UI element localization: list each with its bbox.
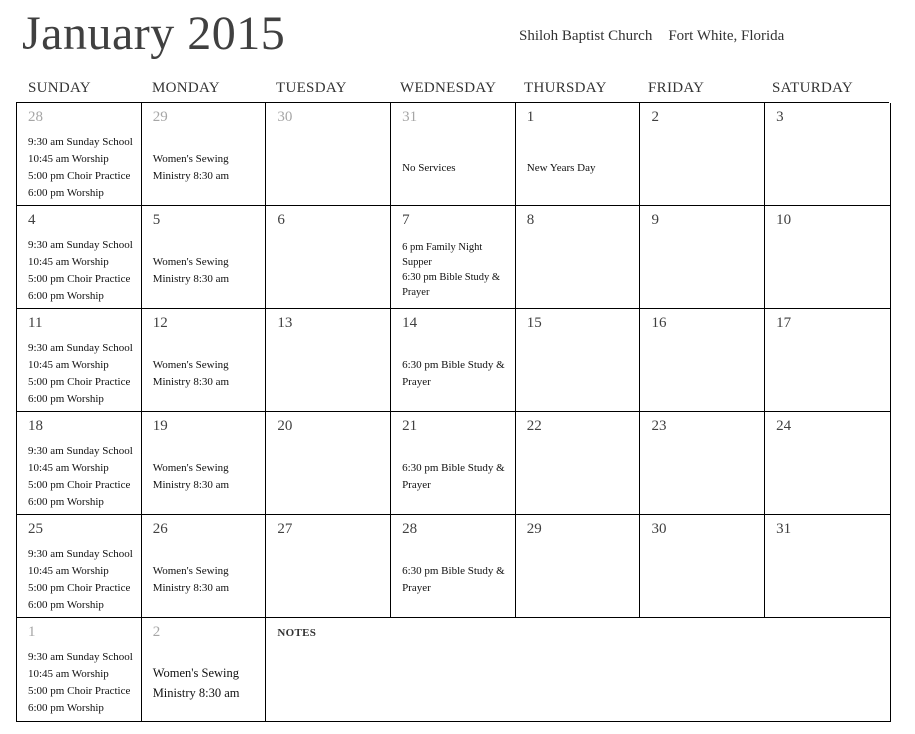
day-number: 4 xyxy=(28,212,36,228)
event-list xyxy=(28,546,133,614)
day-number: 15 xyxy=(526,315,542,331)
event-item: Women's Sewing xyxy=(152,359,229,371)
day-number: 31 xyxy=(776,521,792,537)
day-number: 12 xyxy=(152,315,168,331)
day-number: 6 xyxy=(277,212,285,228)
day-number: 28 xyxy=(28,109,43,125)
day-cell[interactable] xyxy=(266,309,391,411)
day-cell[interactable] xyxy=(765,309,890,411)
day-cell[interactable] xyxy=(17,103,142,205)
day-number: 24 xyxy=(776,418,792,434)
day-cell[interactable] xyxy=(640,309,765,411)
event-list xyxy=(153,254,229,288)
event-item: Ministry 8:30 am xyxy=(152,170,230,182)
event-list xyxy=(28,443,133,511)
event-item: Ministry 8:30 am xyxy=(152,686,240,700)
day-cell[interactable] xyxy=(142,103,267,205)
event-item: 9:30 am Sunday School xyxy=(28,651,133,663)
week-row xyxy=(17,618,890,722)
day-number: 16 xyxy=(651,315,667,331)
day-cell[interactable] xyxy=(17,618,142,721)
day-number: 11 xyxy=(28,315,43,331)
event-item: 6:00 pm Worship xyxy=(28,187,104,199)
day-cell[interactable] xyxy=(17,515,142,617)
event-item: 5:00 pm Choir Practice xyxy=(28,479,131,491)
event-item: Women's Sewing xyxy=(152,153,229,165)
event-list xyxy=(153,663,240,703)
week-row xyxy=(17,103,890,206)
day-number: 29 xyxy=(526,521,542,537)
day-cell[interactable] xyxy=(266,103,391,205)
event-item: Prayer xyxy=(402,287,430,298)
event-item: 9:30 am Sunday School xyxy=(28,136,133,148)
event-list xyxy=(402,563,505,597)
church-info xyxy=(519,28,784,45)
day-number: 22 xyxy=(526,418,542,434)
event-item: 6 pm Family Night xyxy=(402,242,483,253)
week-row xyxy=(17,206,890,309)
event-list xyxy=(402,357,505,391)
event-item: 6:30 pm Bible Study & xyxy=(402,565,505,577)
event-list xyxy=(402,240,500,300)
event-item: Women's Sewing xyxy=(152,256,229,268)
day-number: 10 xyxy=(776,212,792,228)
day-cell[interactable] xyxy=(391,515,516,617)
week-row xyxy=(17,515,890,618)
event-item: 5:00 pm Choir Practice xyxy=(28,582,131,594)
event-item: Women's Sewing xyxy=(152,565,229,577)
event-item: 6:30 pm Bible Study & xyxy=(402,359,505,371)
day-cell[interactable] xyxy=(391,309,516,411)
day-number: 30 xyxy=(277,109,293,125)
event-item: New Years Day xyxy=(526,162,596,174)
dow-friday: FRIDAY xyxy=(648,80,705,96)
day-cell[interactable] xyxy=(142,206,267,308)
day-cell[interactable] xyxy=(142,618,267,721)
event-list xyxy=(28,237,133,305)
dow-monday: MONDAY xyxy=(152,80,220,96)
day-cell[interactable] xyxy=(266,515,391,617)
event-item: 5:00 pm Choir Practice xyxy=(28,685,131,697)
day-number: 1 xyxy=(28,624,36,640)
event-item: 6:00 pm Worship xyxy=(28,496,104,508)
day-number: 27 xyxy=(277,521,293,537)
dow-wednesday: WEDNESDAY xyxy=(400,80,497,96)
event-item: 10:45 am Worship xyxy=(28,462,109,474)
event-item: Women's Sewing xyxy=(152,666,239,680)
event-item: No Services xyxy=(402,162,456,174)
event-list xyxy=(153,357,229,391)
event-item: 10:45 am Worship xyxy=(28,153,109,165)
day-number: 29 xyxy=(152,109,168,125)
event-item: 10:45 am Worship xyxy=(28,668,109,680)
event-item: Ministry 8:30 am xyxy=(152,582,230,594)
day-cell[interactable] xyxy=(640,103,765,205)
event-item: Ministry 8:30 am xyxy=(152,273,230,285)
day-number: 2 xyxy=(152,624,161,640)
notes-area[interactable] xyxy=(266,618,890,721)
day-number: 20 xyxy=(277,418,293,434)
event-list xyxy=(28,134,133,202)
dow-saturday: SATURDAY xyxy=(772,80,854,96)
dow-tuesday: TUESDAY xyxy=(276,80,347,96)
day-cell[interactable] xyxy=(516,206,641,308)
dow-sunday: SUNDAY xyxy=(28,80,91,96)
day-cell[interactable] xyxy=(516,412,641,514)
day-number: 2 xyxy=(651,109,659,125)
event-item: Women's Sewing xyxy=(152,462,229,474)
day-cell[interactable] xyxy=(266,412,391,514)
day-cell[interactable] xyxy=(142,412,267,514)
day-cell[interactable] xyxy=(765,412,890,514)
day-cell[interactable] xyxy=(640,515,765,617)
day-number: 18 xyxy=(28,418,43,434)
day-cell[interactable] xyxy=(765,103,890,205)
day-number: 1 xyxy=(526,109,535,125)
day-cell[interactable] xyxy=(516,515,641,617)
day-cell[interactable] xyxy=(17,309,142,411)
church-name: Shiloh Baptist Church xyxy=(519,28,653,44)
dow-thursday: THURSDAY xyxy=(524,80,607,96)
event-item: 9:30 am Sunday School xyxy=(28,342,133,354)
day-cell[interactable] xyxy=(765,515,890,617)
day-number: 21 xyxy=(402,418,418,434)
event-item: 6:00 pm Worship xyxy=(28,290,104,302)
event-item: 6:00 pm Worship xyxy=(28,702,104,714)
day-cell[interactable] xyxy=(640,412,765,514)
day-number: 3 xyxy=(776,109,784,125)
day-cell[interactable] xyxy=(516,103,641,205)
week-row xyxy=(17,412,890,515)
day-cell[interactable] xyxy=(266,206,391,308)
event-item: Prayer xyxy=(402,479,431,491)
event-item: Ministry 8:30 am xyxy=(152,376,230,388)
event-item: Supper xyxy=(402,257,432,268)
event-item: 6:00 pm Worship xyxy=(28,599,104,611)
day-number: 7 xyxy=(402,212,410,228)
church-location: Fort White, Florida xyxy=(668,28,785,44)
event-item: 10:45 am Worship xyxy=(28,256,109,268)
day-number: 26 xyxy=(152,521,168,537)
day-number: 9 xyxy=(651,212,659,228)
week-row xyxy=(17,309,890,412)
event-item: 6:30 pm Bible Study & xyxy=(402,272,501,283)
day-number: 23 xyxy=(651,418,667,434)
event-list xyxy=(28,649,133,717)
event-item: 10:45 am Worship xyxy=(28,565,109,577)
day-number: 28 xyxy=(402,521,418,537)
event-item: 10:45 am Worship xyxy=(28,359,109,371)
calendar-grid xyxy=(16,103,891,722)
day-number: 8 xyxy=(526,212,535,228)
day-cell[interactable] xyxy=(391,103,516,205)
event-item: 9:30 am Sunday School xyxy=(28,445,133,457)
page-title: January 2015 xyxy=(22,7,286,60)
day-number: 19 xyxy=(152,418,168,434)
event-item: Prayer xyxy=(402,582,431,594)
event-item: 5:00 pm Choir Practice xyxy=(28,273,131,285)
day-cell[interactable] xyxy=(640,206,765,308)
day-cell[interactable] xyxy=(765,206,890,308)
event-item: 6:30 pm Bible Study & xyxy=(402,462,505,474)
day-cell[interactable] xyxy=(17,412,142,514)
day-cell[interactable] xyxy=(391,412,516,514)
weekday-header xyxy=(16,80,889,103)
day-cell[interactable] xyxy=(142,309,267,411)
day-number: 14 xyxy=(402,315,418,331)
day-cell[interactable] xyxy=(17,206,142,308)
day-number: 30 xyxy=(651,521,667,537)
event-list xyxy=(153,460,229,494)
event-item: 6:00 pm Worship xyxy=(28,393,104,405)
event-list xyxy=(153,151,229,185)
event-list xyxy=(153,563,229,597)
notes-label: NOTES xyxy=(277,627,317,639)
event-item: 5:00 pm Choir Practice xyxy=(28,376,131,388)
event-item: 9:30 am Sunday School xyxy=(28,239,133,251)
event-list xyxy=(402,460,505,494)
day-cell[interactable] xyxy=(516,309,641,411)
event-list xyxy=(28,340,133,408)
day-number: 25 xyxy=(28,521,43,537)
day-cell[interactable] xyxy=(142,515,267,617)
day-cell[interactable] xyxy=(391,206,516,308)
day-number: 17 xyxy=(776,315,792,331)
event-item: Ministry 8:30 am xyxy=(152,479,230,491)
event-item: Prayer xyxy=(402,376,431,388)
event-item: 5:00 pm Choir Practice xyxy=(28,170,131,182)
event-item: 9:30 am Sunday School xyxy=(28,548,133,560)
day-number: 31 xyxy=(402,109,418,125)
day-number: 5 xyxy=(152,212,161,228)
day-number: 13 xyxy=(277,315,293,331)
